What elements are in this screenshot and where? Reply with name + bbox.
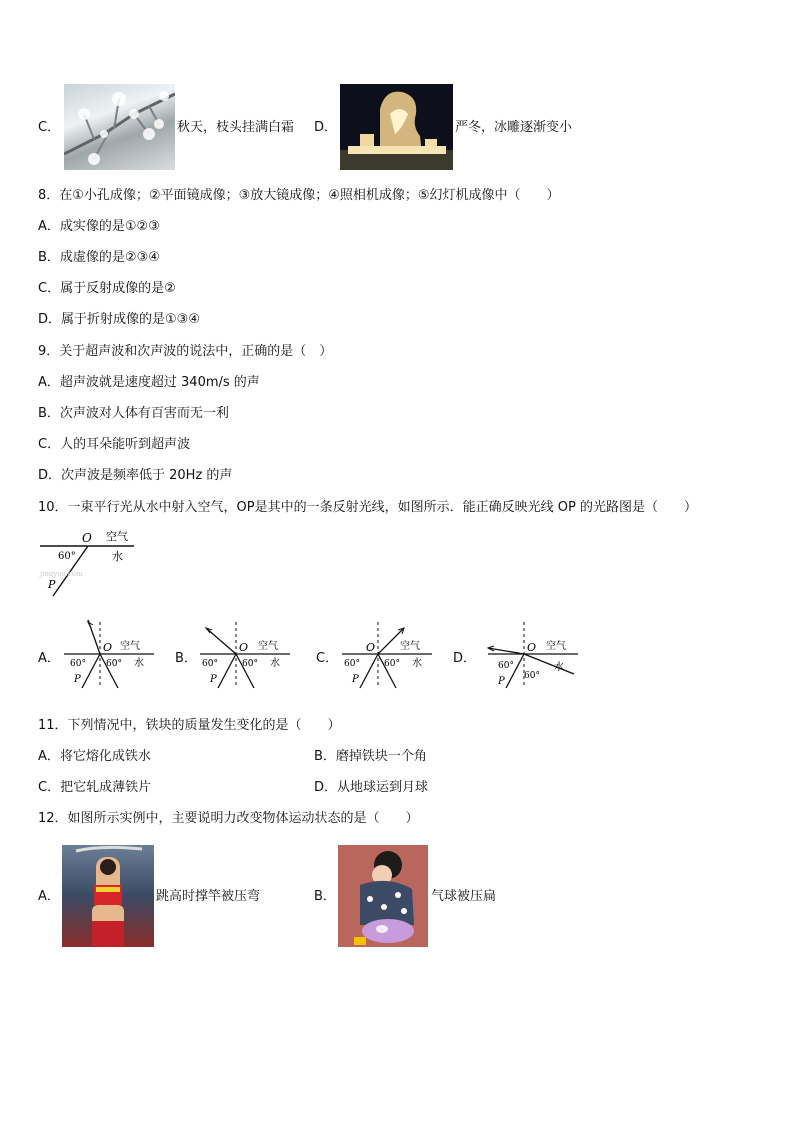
svg-text:空气: 空气 [400,641,420,652]
q9-option-d: D．次声波是频率低于 20Hz 的声 [38,468,233,483]
svg-text:水: 水 [270,658,280,669]
svg-text:空气: 空气 [258,641,278,652]
q11-stem: 11．下列情况中，铁块的质量发生变化的是（ ） [38,718,341,733]
q10-option-c-letter: C． [316,651,339,666]
q10-option-b-diagram [196,618,296,690]
svg-text:60°: 60° [498,661,514,671]
q8-stem: 8．在①小孔成像；②平面镜成像；③放大镜成像；④照相机成像；⑤幻灯机成像中（ ） [38,188,560,203]
q11-option-c: C．把它轧成薄铁片 [38,780,152,795]
svg-text:P: P [210,674,217,685]
point-p-label: P [48,578,56,591]
angle-label: 60° [58,551,76,562]
water-label: 水 [112,550,123,563]
q8-option-d: D．属于折射成像的是①③④ [38,312,200,327]
q11-option-b: B．磨掉铁块一个角 [314,749,427,764]
q10-option-a-letter: A． [38,651,60,666]
q12-option-b-text: 气球被压扁 [431,889,497,904]
svg-text:P: P [74,674,81,685]
watermark-text: jingyoo.com [40,570,83,578]
q12-option-a-letter: A． [38,889,60,904]
pole-vault-image [62,845,154,947]
svg-text:水: 水 [134,658,144,669]
q7-option-c-text: 秋天，枝头挂满白霜 [177,120,295,135]
svg-text:O: O [239,641,249,654]
svg-text:60°: 60° [202,659,218,669]
svg-text:空气: 空气 [546,641,566,652]
svg-text:60°: 60° [524,671,540,681]
svg-text:P: P [498,676,505,687]
svg-text:60°: 60° [242,659,258,669]
q8-option-a: A．成实像的是①②③ [38,219,160,234]
q8-option-c: C．属于反射成像的是② [38,281,176,296]
q11-option-d: D．从地球运到月球 [314,780,429,795]
air-label: 空气 [106,530,128,543]
svg-text:空气: 空气 [120,641,140,652]
svg-text:60°: 60° [384,659,400,669]
q9-option-a: A．超声波就是速度超过 340m/s 的声 [38,375,260,390]
svg-text:60°: 60° [344,659,360,669]
q7-option-d-text: 严冬，冰雕逐渐变小 [455,120,573,135]
q9-option-b: B．次声波对人体有百害而无一利 [38,406,229,421]
svg-text:水: 水 [554,662,564,673]
q10-option-a-diagram [60,618,160,690]
q12-option-b-letter: B． [314,889,336,904]
q10-option-d-diagram [484,618,584,690]
q8-option-b: B．成虚像的是②③④ [38,250,160,265]
q12-stem: 12．如图所示实例中，主要说明力改变物体运动状态的是（ ） [38,811,419,826]
svg-text:水: 水 [412,658,422,669]
q10-option-d-letter: D． [453,651,477,666]
q9-stem: 9．关于超声波和次声波的说法中，正确的是（ ） [38,344,333,359]
q7-option-c-letter: C． [38,120,61,135]
ice-sculpture-image [340,84,453,170]
q10-stem: 10．一束平行光从水中射入空气，OP是其中的一条反射光线，如图所示．能正确反映光线 OP 的光路图是（ ） [38,500,697,515]
svg-text:O: O [527,641,537,654]
q10-option-c-diagram [338,618,438,690]
svg-text:O: O [366,641,376,654]
q10-option-b-letter: B． [175,651,197,666]
balloon-child-image [338,845,428,947]
q11-option-a: A．将它熔化成铁水 [38,749,151,764]
q12-option-a-text: 跳高时撑竿被压弯 [156,889,261,904]
frost-branch-image [64,84,175,170]
svg-text:60°: 60° [70,659,86,669]
svg-text:P: P [352,674,359,685]
svg-text:O: O [103,641,113,654]
q7-option-d-letter: D． [314,120,338,135]
q9-option-c: C．人的耳朵能听到超声波 [38,437,191,452]
q10-given-figure [38,528,148,600]
point-o-label: O [82,531,92,545]
svg-text:60°: 60° [106,659,122,669]
